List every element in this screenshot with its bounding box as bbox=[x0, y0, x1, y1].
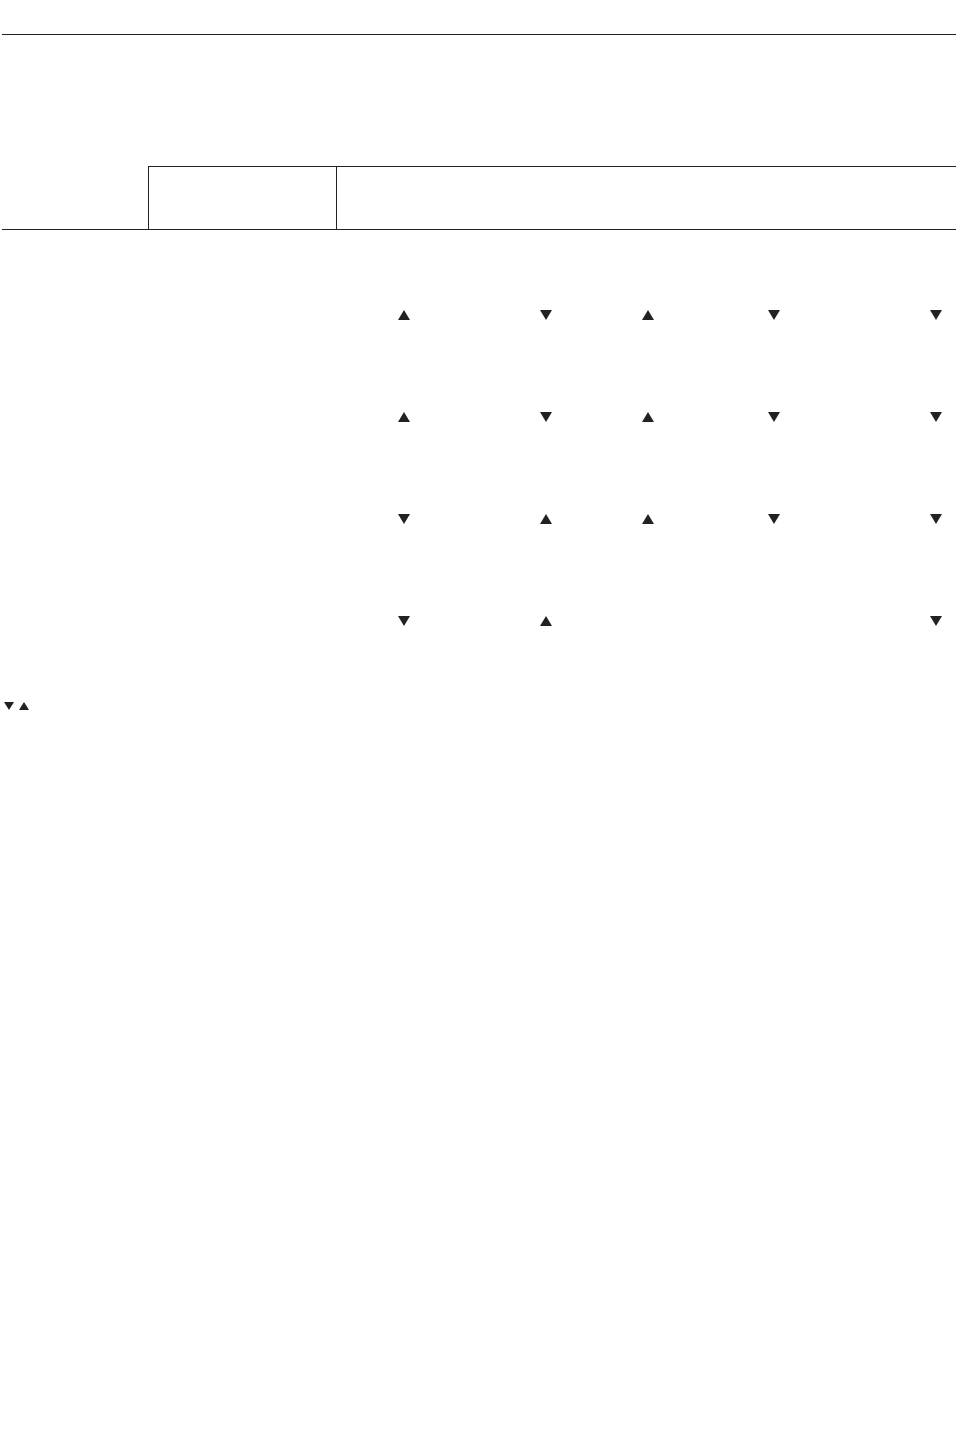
table-row bbox=[2, 502, 956, 536]
value-cell bbox=[588, 570, 714, 604]
value-cell bbox=[336, 570, 466, 604]
table-row bbox=[2, 536, 956, 570]
value-cell bbox=[336, 264, 466, 298]
value-cell bbox=[836, 332, 956, 366]
table-legend bbox=[4, 694, 949, 715]
row-group-cell bbox=[2, 264, 148, 298]
trend-cell bbox=[836, 400, 956, 434]
value-cell bbox=[588, 366, 714, 400]
trend-cell bbox=[336, 298, 466, 332]
running-head bbox=[2, 0, 956, 35]
value-cell bbox=[714, 230, 836, 265]
up-triangle-icon bbox=[540, 616, 552, 626]
up-triangle-icon bbox=[19, 702, 29, 710]
table-row bbox=[2, 468, 956, 502]
data-table bbox=[2, 166, 956, 638]
value-cell bbox=[466, 230, 588, 265]
row-group-cell bbox=[2, 366, 148, 400]
row-label-cell bbox=[148, 536, 336, 570]
row-label-cell bbox=[148, 230, 336, 265]
trend-cell bbox=[588, 502, 714, 536]
value-cell bbox=[588, 264, 714, 298]
column-header bbox=[714, 167, 836, 230]
trend-cell bbox=[336, 400, 466, 434]
row-group-cell bbox=[2, 434, 148, 468]
column-header bbox=[588, 167, 714, 230]
row-group-cell bbox=[2, 570, 148, 604]
down-triangle-icon bbox=[930, 616, 942, 626]
trend-cell bbox=[466, 400, 588, 434]
value-cell bbox=[336, 536, 466, 570]
table-header-row bbox=[2, 167, 956, 230]
value-cell bbox=[836, 434, 956, 468]
row-group-cell bbox=[2, 536, 148, 570]
value-cell bbox=[714, 536, 836, 570]
value-cell bbox=[588, 604, 714, 638]
table-row bbox=[2, 400, 956, 434]
value-cell bbox=[336, 434, 466, 468]
value-cell bbox=[714, 434, 836, 468]
row-label-cell bbox=[148, 366, 336, 400]
row-group-cell bbox=[2, 400, 148, 434]
row-group-cell bbox=[2, 332, 148, 366]
value-cell bbox=[466, 264, 588, 298]
table-row bbox=[2, 570, 956, 604]
down-triangle-icon bbox=[398, 616, 410, 626]
trend-cell bbox=[836, 604, 956, 638]
column-header bbox=[466, 167, 588, 230]
row-label-cell bbox=[148, 468, 336, 502]
value-cell bbox=[588, 434, 714, 468]
value-cell bbox=[836, 468, 956, 502]
row-group-cell bbox=[2, 468, 148, 502]
value-cell bbox=[714, 604, 836, 638]
up-triangle-icon bbox=[398, 412, 410, 422]
down-triangle-icon bbox=[398, 514, 410, 524]
up-triangle-icon bbox=[642, 514, 654, 524]
value-cell bbox=[836, 366, 956, 400]
trend-cell bbox=[588, 298, 714, 332]
value-cell bbox=[714, 332, 836, 366]
value-cell bbox=[836, 536, 956, 570]
value-cell bbox=[588, 230, 714, 265]
value-cell bbox=[336, 366, 466, 400]
up-triangle-icon bbox=[398, 310, 410, 320]
table-row bbox=[2, 332, 956, 366]
trend-cell bbox=[588, 400, 714, 434]
table-body bbox=[2, 230, 956, 639]
row-label-cell bbox=[148, 570, 336, 604]
trend-cell bbox=[714, 502, 836, 536]
value-cell bbox=[336, 468, 466, 502]
column-header bbox=[836, 167, 956, 230]
value-cell bbox=[588, 468, 714, 502]
table-row bbox=[2, 264, 956, 298]
trend-cell bbox=[336, 604, 466, 638]
trend-cell bbox=[714, 298, 836, 332]
trend-cell bbox=[336, 502, 466, 536]
trend-cell bbox=[836, 502, 956, 536]
down-triangle-icon bbox=[4, 702, 14, 710]
down-triangle-icon bbox=[540, 310, 552, 320]
table-row bbox=[2, 366, 956, 400]
value-cell bbox=[836, 230, 956, 265]
up-triangle-icon bbox=[642, 310, 654, 320]
down-triangle-icon bbox=[540, 412, 552, 422]
row-label-cell bbox=[148, 502, 336, 536]
value-cell bbox=[714, 366, 836, 400]
value-cell bbox=[466, 332, 588, 366]
table-row bbox=[2, 604, 956, 638]
header-empty-cell bbox=[148, 167, 336, 230]
value-cell bbox=[466, 366, 588, 400]
value-cell bbox=[466, 570, 588, 604]
row-label-cell bbox=[148, 400, 336, 434]
trend-cell bbox=[714, 400, 836, 434]
row-label-cell bbox=[148, 298, 336, 332]
down-triangle-icon bbox=[930, 310, 942, 320]
trend-cell bbox=[466, 604, 588, 638]
row-label-cell bbox=[148, 434, 336, 468]
value-cell bbox=[714, 264, 836, 298]
row-group-cell bbox=[2, 230, 148, 265]
trend-cell bbox=[466, 298, 588, 332]
value-cell bbox=[836, 264, 956, 298]
up-triangle-icon bbox=[642, 412, 654, 422]
header-empty-cell bbox=[2, 167, 148, 230]
value-cell bbox=[466, 536, 588, 570]
value-cell bbox=[336, 332, 466, 366]
value-cell bbox=[466, 468, 588, 502]
row-label-cell bbox=[148, 332, 336, 366]
down-triangle-icon bbox=[768, 412, 780, 422]
down-triangle-icon bbox=[930, 514, 942, 524]
value-cell bbox=[836, 570, 956, 604]
row-label-cell bbox=[148, 264, 336, 298]
down-triangle-icon bbox=[768, 514, 780, 524]
value-cell bbox=[466, 434, 588, 468]
row-group-cell bbox=[2, 298, 148, 332]
down-triangle-icon bbox=[768, 310, 780, 320]
row-group-cell bbox=[2, 502, 148, 536]
value-cell bbox=[714, 570, 836, 604]
down-triangle-icon bbox=[930, 412, 942, 422]
value-cell bbox=[588, 332, 714, 366]
trend-cell bbox=[466, 502, 588, 536]
row-group-cell bbox=[2, 604, 148, 638]
column-header bbox=[336, 167, 466, 230]
value-cell bbox=[336, 230, 466, 265]
table-row bbox=[2, 434, 956, 468]
table-row bbox=[2, 298, 956, 332]
trend-cell bbox=[836, 298, 956, 332]
up-triangle-icon bbox=[540, 514, 552, 524]
value-cell bbox=[714, 468, 836, 502]
left-column bbox=[4, 758, 449, 806]
value-cell bbox=[588, 536, 714, 570]
table-row bbox=[2, 230, 956, 265]
row-label-cell bbox=[148, 604, 336, 638]
